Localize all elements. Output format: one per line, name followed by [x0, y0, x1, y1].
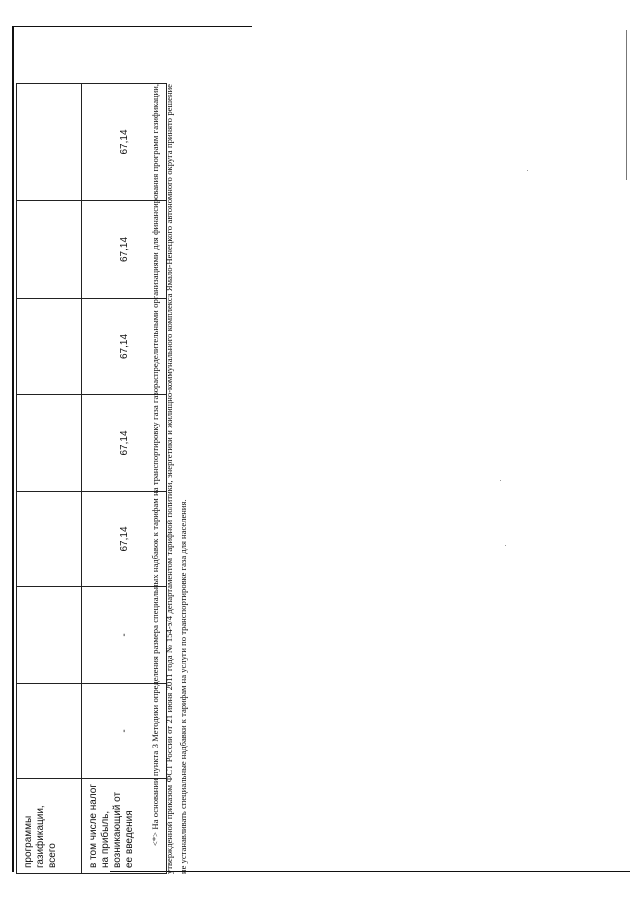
- tariff-table: [16, 83, 167, 874]
- table-cell: 67,14: [82, 299, 167, 395]
- table-cell: [17, 84, 82, 201]
- footnote-text: <*> На основании пункта 3 Методики определения размера специальных надбавок к тарифам на транспортировку газа газораспределительными организациями для финансирования программ газификации, утвержденной приказом ФСТ России от 21 июня 2011 года № 154-э/4 департаментом тарифной политики, энергетики и жилищно-коммунального комплекса Ямало-Ненецкого автономного округа принято решение не устанавливать специальные надбавки к тарифам на услуги по транспортировке газа для населения.: [150, 84, 189, 874]
- table-row: [17, 84, 82, 874]
- table-cell: 67,14: [82, 492, 167, 587]
- rotated-content: [16, 74, 216, 874]
- row-label: программы газификации, всего: [17, 779, 82, 874]
- table-cell: -: [82, 684, 167, 779]
- table-cell: [17, 395, 82, 492]
- table-cell: [17, 299, 82, 395]
- table-cell: 67,14: [82, 84, 167, 201]
- table-cell: [17, 684, 82, 779]
- table-cell: [17, 492, 82, 587]
- row-label: в том числе налог на прибыль, возникающий от ее введения: [82, 779, 167, 874]
- table-cell: 67,14: [82, 201, 167, 299]
- table-cell: [17, 587, 82, 684]
- table-cell: [17, 201, 82, 299]
- table-cell: 67,14: [82, 395, 167, 492]
- table-cell: -: [82, 587, 167, 684]
- footnote: [148, 84, 191, 874]
